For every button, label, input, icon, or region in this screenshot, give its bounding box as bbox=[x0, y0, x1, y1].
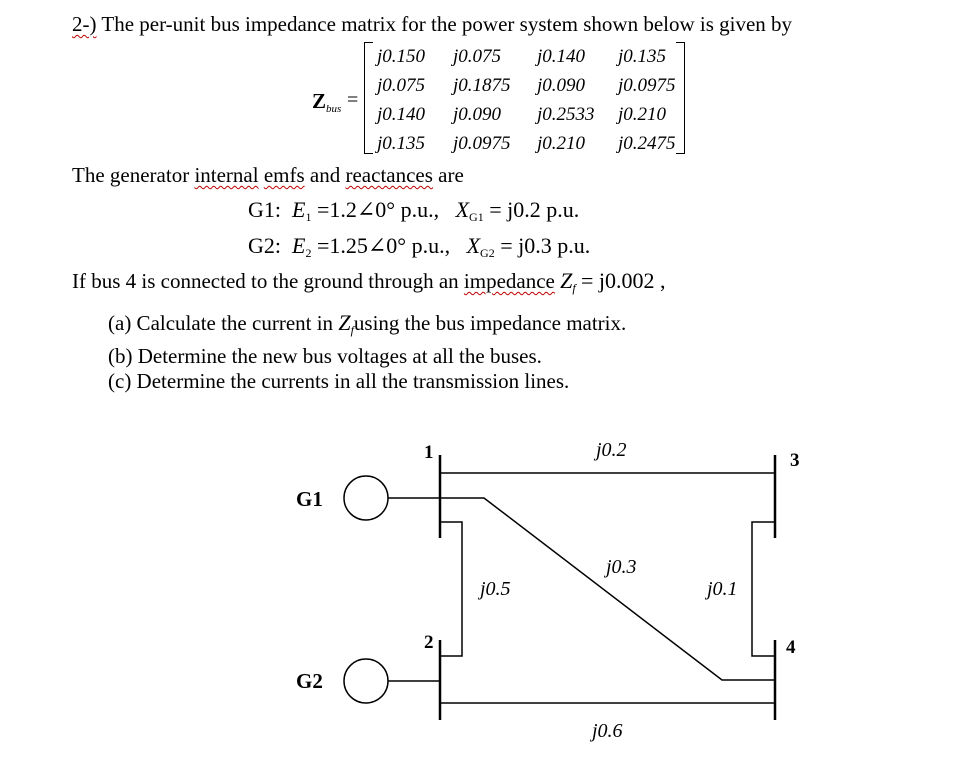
matrix-cell: j0.090 bbox=[453, 104, 502, 125]
bus-3-label: 3 bbox=[790, 450, 800, 471]
problem-number: 2-) bbox=[72, 12, 97, 36]
problem-intro: The per-unit bus impedance matrix for the power system shown below is given by bbox=[101, 12, 793, 36]
g1-label: G1 bbox=[296, 487, 323, 511]
impedance-3-4-label: j0.1 bbox=[707, 578, 738, 600]
matrix-cell: j0.0975 bbox=[618, 75, 676, 96]
impedance-2-4-label: j0.6 bbox=[592, 720, 623, 742]
matrix-cell: j0.150 bbox=[377, 46, 426, 67]
bus-4-label: 4 bbox=[786, 637, 796, 658]
matrix-cell: j0.0975 bbox=[453, 133, 511, 154]
generator-intro: The generator internal emfs and reactances are bbox=[72, 163, 464, 187]
zbus-equals: = bbox=[347, 89, 359, 111]
matrix-cell: j0.140 bbox=[377, 104, 426, 125]
matrix-cell: j0.210 bbox=[537, 133, 586, 154]
impedance-1-3-label: j0.2 bbox=[596, 439, 627, 461]
matrix-cell: j0.2533 bbox=[537, 104, 595, 125]
impedance-1-2-label: j0.5 bbox=[480, 578, 511, 600]
bus-2-label: 2 bbox=[424, 632, 434, 653]
matrix-cell: j0.140 bbox=[537, 46, 586, 67]
line-3-4 bbox=[752, 522, 775, 656]
generator-g1-symbol bbox=[344, 476, 388, 520]
question-c: (c) Determine the currents in all the transmission lines. bbox=[108, 369, 570, 393]
matrix-cell: j0.2475 bbox=[618, 133, 676, 154]
question-b: (b) Determine the new bus voltages at all the buses. bbox=[108, 344, 542, 368]
fault-statement: If bus 4 is connected to the ground through an impedance Zf = j0.002 , bbox=[72, 268, 666, 295]
matrix-cell: j0.135 bbox=[377, 133, 426, 154]
matrix-cell: j0.210 bbox=[618, 104, 667, 125]
matrix-cell: j0.075 bbox=[377, 75, 426, 96]
matrix-cell: j0.1875 bbox=[453, 75, 511, 96]
matrix-cell: j0.090 bbox=[537, 75, 586, 96]
impedance-1-4-label: j0.3 bbox=[606, 556, 637, 578]
generator-g2-symbol bbox=[344, 659, 388, 703]
matrix-cell: j0.135 bbox=[618, 46, 667, 67]
g2-equation: G2: E2 =1.25∠0° p.u., XG2 = j0.3 p.u. bbox=[248, 233, 591, 260]
g2-label: G2 bbox=[296, 669, 323, 693]
zbus-symbol: Zbus bbox=[312, 89, 342, 115]
question-a: (a) Calculate the current in Zfusing the bus impedance matrix. bbox=[108, 310, 627, 337]
matrix-cell: j0.075 bbox=[453, 46, 502, 67]
bus-1-label: 1 bbox=[424, 442, 434, 463]
line-1-2 bbox=[440, 522, 462, 656]
g1-equation: G1: E1 =1.2∠0° p.u., XG1 = j0.2 p.u. bbox=[248, 197, 580, 224]
